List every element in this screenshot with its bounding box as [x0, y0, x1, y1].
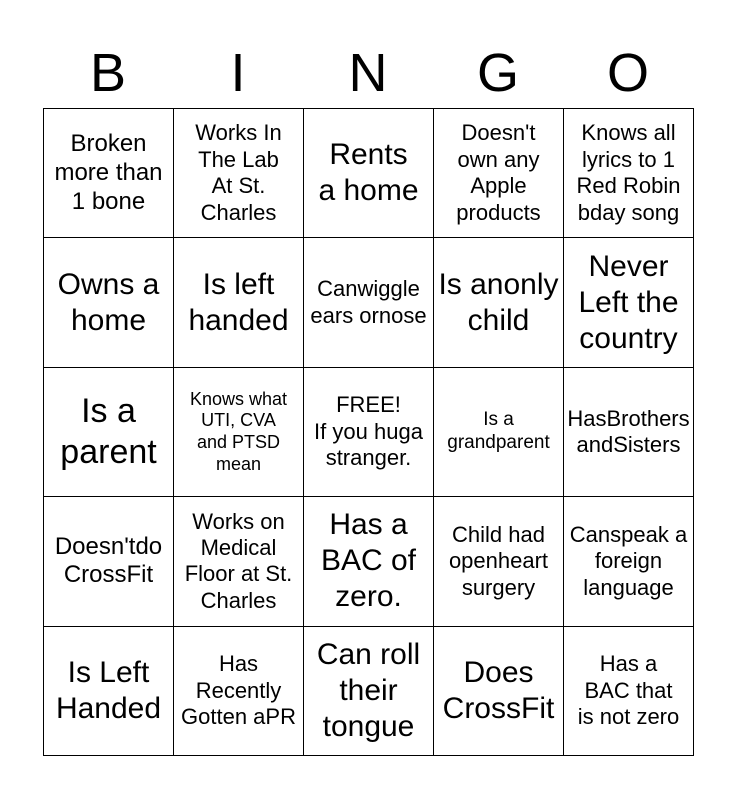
header-letter-g: G — [476, 43, 519, 103]
bingo-cell-line: nose — [378, 302, 427, 328]
bingo-cell-line: Doesn't — [54, 532, 136, 560]
bingo-cell-line: Broken — [70, 130, 147, 157]
bingo-header — [43, 40, 693, 106]
bingo-cell-line: heart — [497, 548, 549, 574]
bingo-cell-line: Is left — [202, 267, 275, 301]
bingo-cell-line: surgery — [461, 574, 536, 600]
bingo-cell-text — [567, 522, 690, 601]
bingo-cell[interactable] — [564, 238, 694, 367]
bingo-cell-line: Doesn't — [461, 120, 536, 146]
bingo-cell-text — [567, 406, 690, 459]
bingo-cell-line: FREE! — [336, 392, 401, 418]
bingo-cell-text — [437, 409, 560, 455]
bingo-cell-text — [437, 267, 560, 339]
bingo-cell-line: Rents — [329, 138, 408, 172]
bingo-cell-text — [177, 651, 300, 730]
bingo-cell-line: Can — [569, 521, 611, 547]
bingo-cell-line: only — [503, 267, 559, 301]
bingo-cell[interactable] — [304, 238, 434, 367]
bingo-cell[interactable] — [174, 367, 304, 496]
bingo-card-grid — [43, 108, 694, 756]
bingo-cell[interactable] — [434, 238, 564, 367]
bingo-cell-line: Is a — [483, 409, 514, 431]
bingo-cell[interactable] — [434, 497, 564, 626]
bingo-cell-line: ears or — [310, 302, 379, 328]
bingo-cell-line: Has — [567, 405, 607, 431]
bingo-cell[interactable] — [174, 109, 304, 238]
bingo-cell-line: open — [448, 548, 498, 574]
bingo-cell-line: home — [70, 303, 147, 337]
bingo-cell-line: is not zero — [577, 703, 680, 729]
bingo-cell-line: Recently — [195, 677, 282, 703]
bingo-cell-text — [47, 130, 170, 216]
bingo-cell[interactable] — [434, 109, 564, 238]
bingo-row — [44, 109, 694, 238]
bingo-cell-line: BAC of — [320, 544, 417, 578]
bingo-row — [44, 626, 694, 755]
bingo-cell-line: Works on — [192, 508, 285, 534]
bingo-cell-line: CrossFit — [442, 691, 555, 725]
bingo-cell-line: The Lab — [198, 146, 279, 172]
bingo-cell-text — [177, 120, 300, 226]
bingo-row — [44, 367, 694, 496]
bingo-cell[interactable] — [44, 109, 174, 238]
bingo-row — [44, 238, 694, 367]
bingo-cell-line: Never — [588, 249, 669, 283]
bingo-cell-text — [567, 651, 690, 730]
bingo-cell-line: Child had — [452, 521, 545, 547]
bingo-cell-text — [47, 655, 170, 727]
bingo-cell-line: Has a — [599, 651, 658, 677]
bingo-cell[interactable] — [174, 626, 304, 755]
bingo-cell[interactable] — [434, 367, 564, 496]
bingo-cell-line: If you hug — [314, 418, 411, 444]
bingo-cell-text — [307, 507, 430, 615]
bingo-cell-line: bday song — [577, 199, 680, 225]
bingo-cell-line: language — [583, 574, 674, 600]
bingo-cell-text — [177, 267, 300, 339]
bingo-cell-line: Can — [317, 276, 358, 302]
bingo-cell[interactable] — [174, 497, 304, 626]
bingo-cell-line: a home — [318, 174, 419, 208]
bingo-cell-line: BAC that — [584, 677, 673, 703]
bingo-cell-line: grandparent — [447, 431, 550, 453]
bingo-cell-text — [307, 392, 430, 471]
bingo-cell-line: and PTSD — [196, 431, 281, 452]
bingo-cell[interactable] — [304, 497, 434, 626]
bingo-cell-line: foreign — [594, 548, 663, 574]
bingo-cell[interactable] — [304, 367, 434, 496]
header-letter-o: O — [606, 43, 649, 103]
bingo-cell-line: mean — [215, 453, 262, 474]
bingo-cell[interactable] — [564, 109, 694, 238]
bingo-cell-line: Gotten a — [181, 703, 266, 729]
bingo-cell[interactable] — [564, 497, 694, 626]
bingo-cell-line: 1 bone — [71, 187, 146, 215]
bingo-cell-line: CrossFit — [63, 561, 154, 589]
bingo-cell-line: Can roll — [316, 637, 421, 671]
header-letter-i: I — [230, 43, 246, 103]
bingo-cell-line: stranger. — [325, 445, 412, 471]
bingo-cell[interactable] — [304, 626, 434, 755]
bingo-cell-line: Is an — [438, 267, 504, 301]
bingo-cell-text — [307, 637, 430, 745]
bingo-cell-text — [177, 389, 300, 475]
bingo-cell-line: Has a — [329, 508, 408, 542]
bingo-cell-text — [437, 120, 560, 226]
bingo-cell-line: and — [576, 431, 614, 457]
bingo-cell[interactable] — [434, 626, 564, 755]
bingo-cell-line: Medical — [200, 534, 277, 560]
bingo-cell-line: Has — [218, 651, 259, 677]
bingo-cell-line: Floor at St. — [184, 561, 293, 587]
bingo-cell-line: child — [467, 303, 530, 337]
bingo-cell-line: Knows what — [189, 388, 288, 409]
bingo-cell-line: more than — [54, 158, 163, 186]
bingo-cell-line: lyrics to 1 — [582, 146, 675, 172]
bingo-cell[interactable] — [44, 367, 174, 496]
bingo-cell-line: Sisters — [613, 431, 681, 457]
bingo-cell-line: UTI, CVA — [201, 410, 276, 431]
bingo-cell-line: a — [410, 418, 423, 444]
bingo-cell-line: tongue — [322, 709, 415, 743]
bingo-cell-line: At St. — [211, 173, 266, 199]
bingo-cell-line: wiggle — [357, 276, 420, 302]
bingo-cell-line: Is a — [81, 392, 136, 431]
bingo-cell[interactable] — [564, 626, 694, 755]
bingo-cell[interactable] — [44, 497, 174, 626]
bingo-cell-text — [567, 249, 690, 357]
bingo-cell-line: Knows all — [581, 120, 676, 146]
bingo-cell-line: Charles — [200, 587, 277, 613]
bingo-cell-line: Charles — [200, 199, 277, 225]
bingo-cell-line: products — [456, 199, 541, 225]
bingo-cell-line: Red Robin — [576, 173, 681, 199]
bingo-cell-line: handed — [188, 303, 289, 337]
bingo-cell[interactable] — [174, 238, 304, 367]
bingo-cell[interactable] — [44, 238, 174, 367]
bingo-cell-text — [307, 137, 430, 209]
bingo-cell-line: Brothers — [606, 405, 690, 431]
bingo-cell[interactable] — [304, 109, 434, 238]
bingo-cell-line: own any — [457, 146, 540, 172]
bingo-cell-text — [47, 533, 170, 591]
bingo-cell-line: Left the — [578, 285, 679, 319]
header-letter-n: N — [348, 43, 388, 103]
bingo-cell-line: Does — [463, 655, 534, 689]
bingo-cell-text — [47, 267, 170, 339]
bingo-cell-line: speak a — [610, 521, 688, 547]
bingo-cell-text — [567, 120, 690, 226]
bingo-cell-line: their — [339, 673, 398, 707]
bingo-cell-text — [437, 522, 560, 601]
bingo-cell-line: parent — [60, 432, 157, 471]
bingo-cell-line: Apple — [470, 173, 527, 199]
bingo-cell-line: Handed — [55, 691, 162, 725]
bingo-cell-line: zero. — [335, 580, 402, 614]
bingo-cell-line: Owns a — [57, 267, 160, 301]
bingo-cell-line: do — [135, 532, 163, 560]
header-letter-b: B — [89, 43, 127, 103]
bingo-cell-line: Works In — [195, 120, 282, 146]
bingo-cell-text — [307, 276, 430, 329]
bingo-cell-line: PR — [265, 703, 296, 729]
bingo-cell-text — [47, 391, 170, 473]
bingo-cell-line: Is Left — [67, 655, 150, 689]
bingo-cell-text — [177, 509, 300, 615]
bingo-cell-text — [437, 655, 560, 727]
bingo-cell[interactable] — [564, 367, 694, 496]
bingo-cell[interactable] — [44, 626, 174, 755]
bingo-cell-line: country — [579, 321, 678, 355]
bingo-row — [44, 497, 694, 626]
